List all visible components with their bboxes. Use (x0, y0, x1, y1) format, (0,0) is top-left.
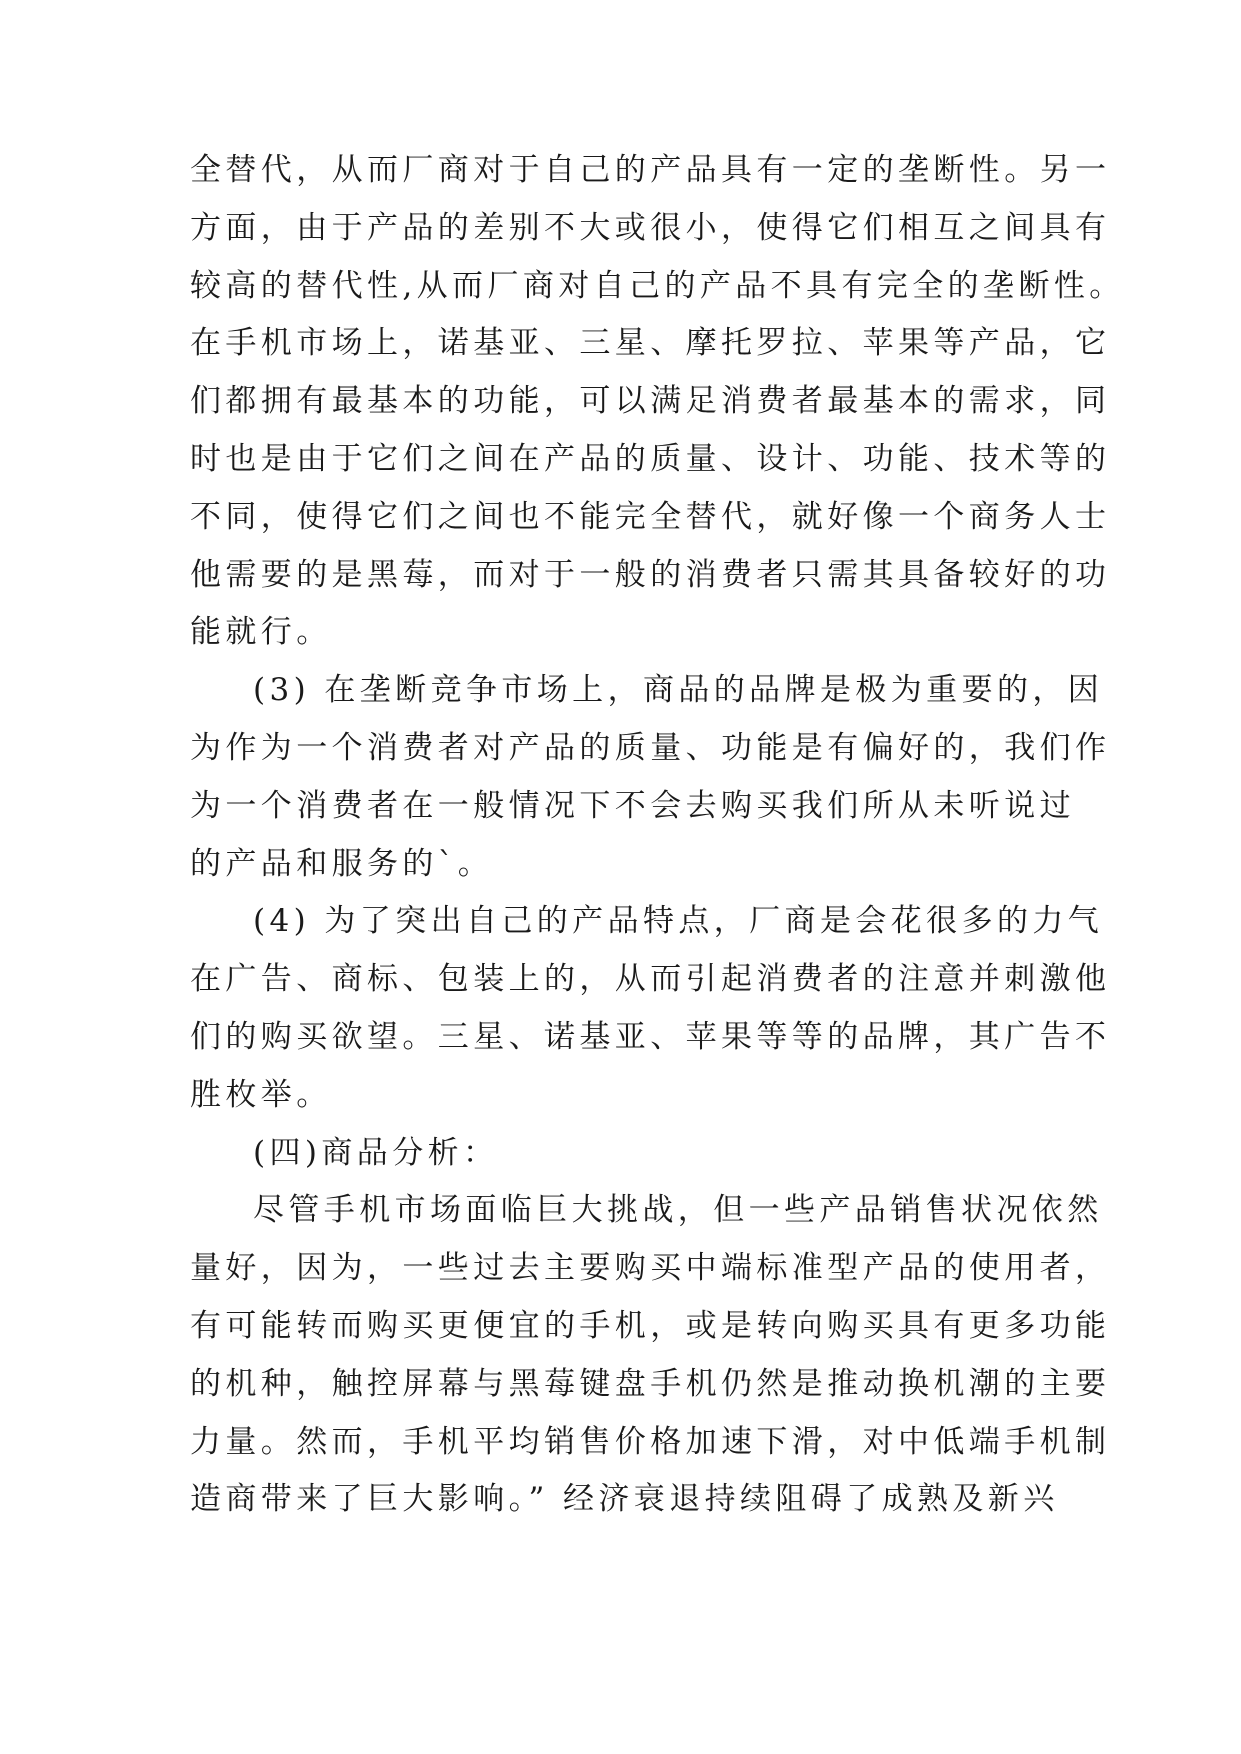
paragraph-start-line: (3) 在垄断竞争市场上，商品的品牌是极为重要的，因 (253, 672, 1104, 709)
text-line: 全替代，从而厂商对于自己的产品具有一定的垄断性。另一 (190, 152, 1111, 188)
text-line: 他需要的是黑莓，而对于一般的消费者只需其具备较好的功 (190, 556, 1111, 593)
text-line: 量好，因为，一些过去主要购买中端标准型产品的使用者， (190, 1250, 1111, 1287)
paragraph-start-line: 尽管手机市场面临巨大挑战，但一些产品销售状况依然 (253, 1192, 1103, 1229)
text-line: 的产品和服务的`。 (190, 845, 494, 882)
text-line: 能就行。 (190, 614, 332, 651)
text-line: 不同，使得它们之间也不能完全替代，就好像一个商务人士 (190, 498, 1111, 535)
text-line: 造商带来了巨大影响。” 经济衰退持续阻碍了成熟及新兴 (190, 1481, 1059, 1518)
text-line: 在手机市场上，诺基亚、三星、摩托罗拉、苹果等产品，它 (190, 325, 1111, 362)
text-line: 为一个消费者在一般情况下不会去购买我们所从未听说过 (190, 787, 1075, 824)
document-page (190, 142, 1125, 1529)
text-line: 为作为一个消费者对产品的质量、功能是有偏好的，我们作 (190, 729, 1111, 766)
text-line: 们的购买欲望。三星、诺基亚、苹果等等的品牌，其广告不 (190, 1018, 1111, 1055)
text-line: 较高的替代性,从而厂商对自己的产品不具有完全的垄断性。 (190, 267, 1125, 304)
text-line: 有可能转而购买更便宜的手机，或是转向购买具有更多功能 (190, 1307, 1111, 1344)
paragraph-start-line: (4) 为了突出自己的产品特点，厂商是会花很多的力气 (253, 903, 1104, 940)
section-heading: (四)商品分析： (253, 1134, 499, 1171)
text-line: 方面，由于产品的差别不大或很小，使得它们相互之间具有 (190, 209, 1111, 246)
text-line: 在广告、商标、包装上的，从而引起消费者的注意并刺激他 (190, 961, 1111, 998)
text-line: 力量。然而，手机平均销售价格加速下滑，对中低端手机制 (190, 1423, 1111, 1460)
text-line: 们都拥有最基本的功能，可以满足消费者最基本的需求，同 (190, 383, 1111, 420)
text-line: 的机种，触控屏幕与黑莓键盘手机仍然是推动换机潮的主要 (190, 1365, 1111, 1402)
text-line: 胜枚举。 (190, 1076, 332, 1113)
text-line: 时也是由于它们之间在产品的质量、设计、功能、技术等的 (190, 440, 1111, 477)
